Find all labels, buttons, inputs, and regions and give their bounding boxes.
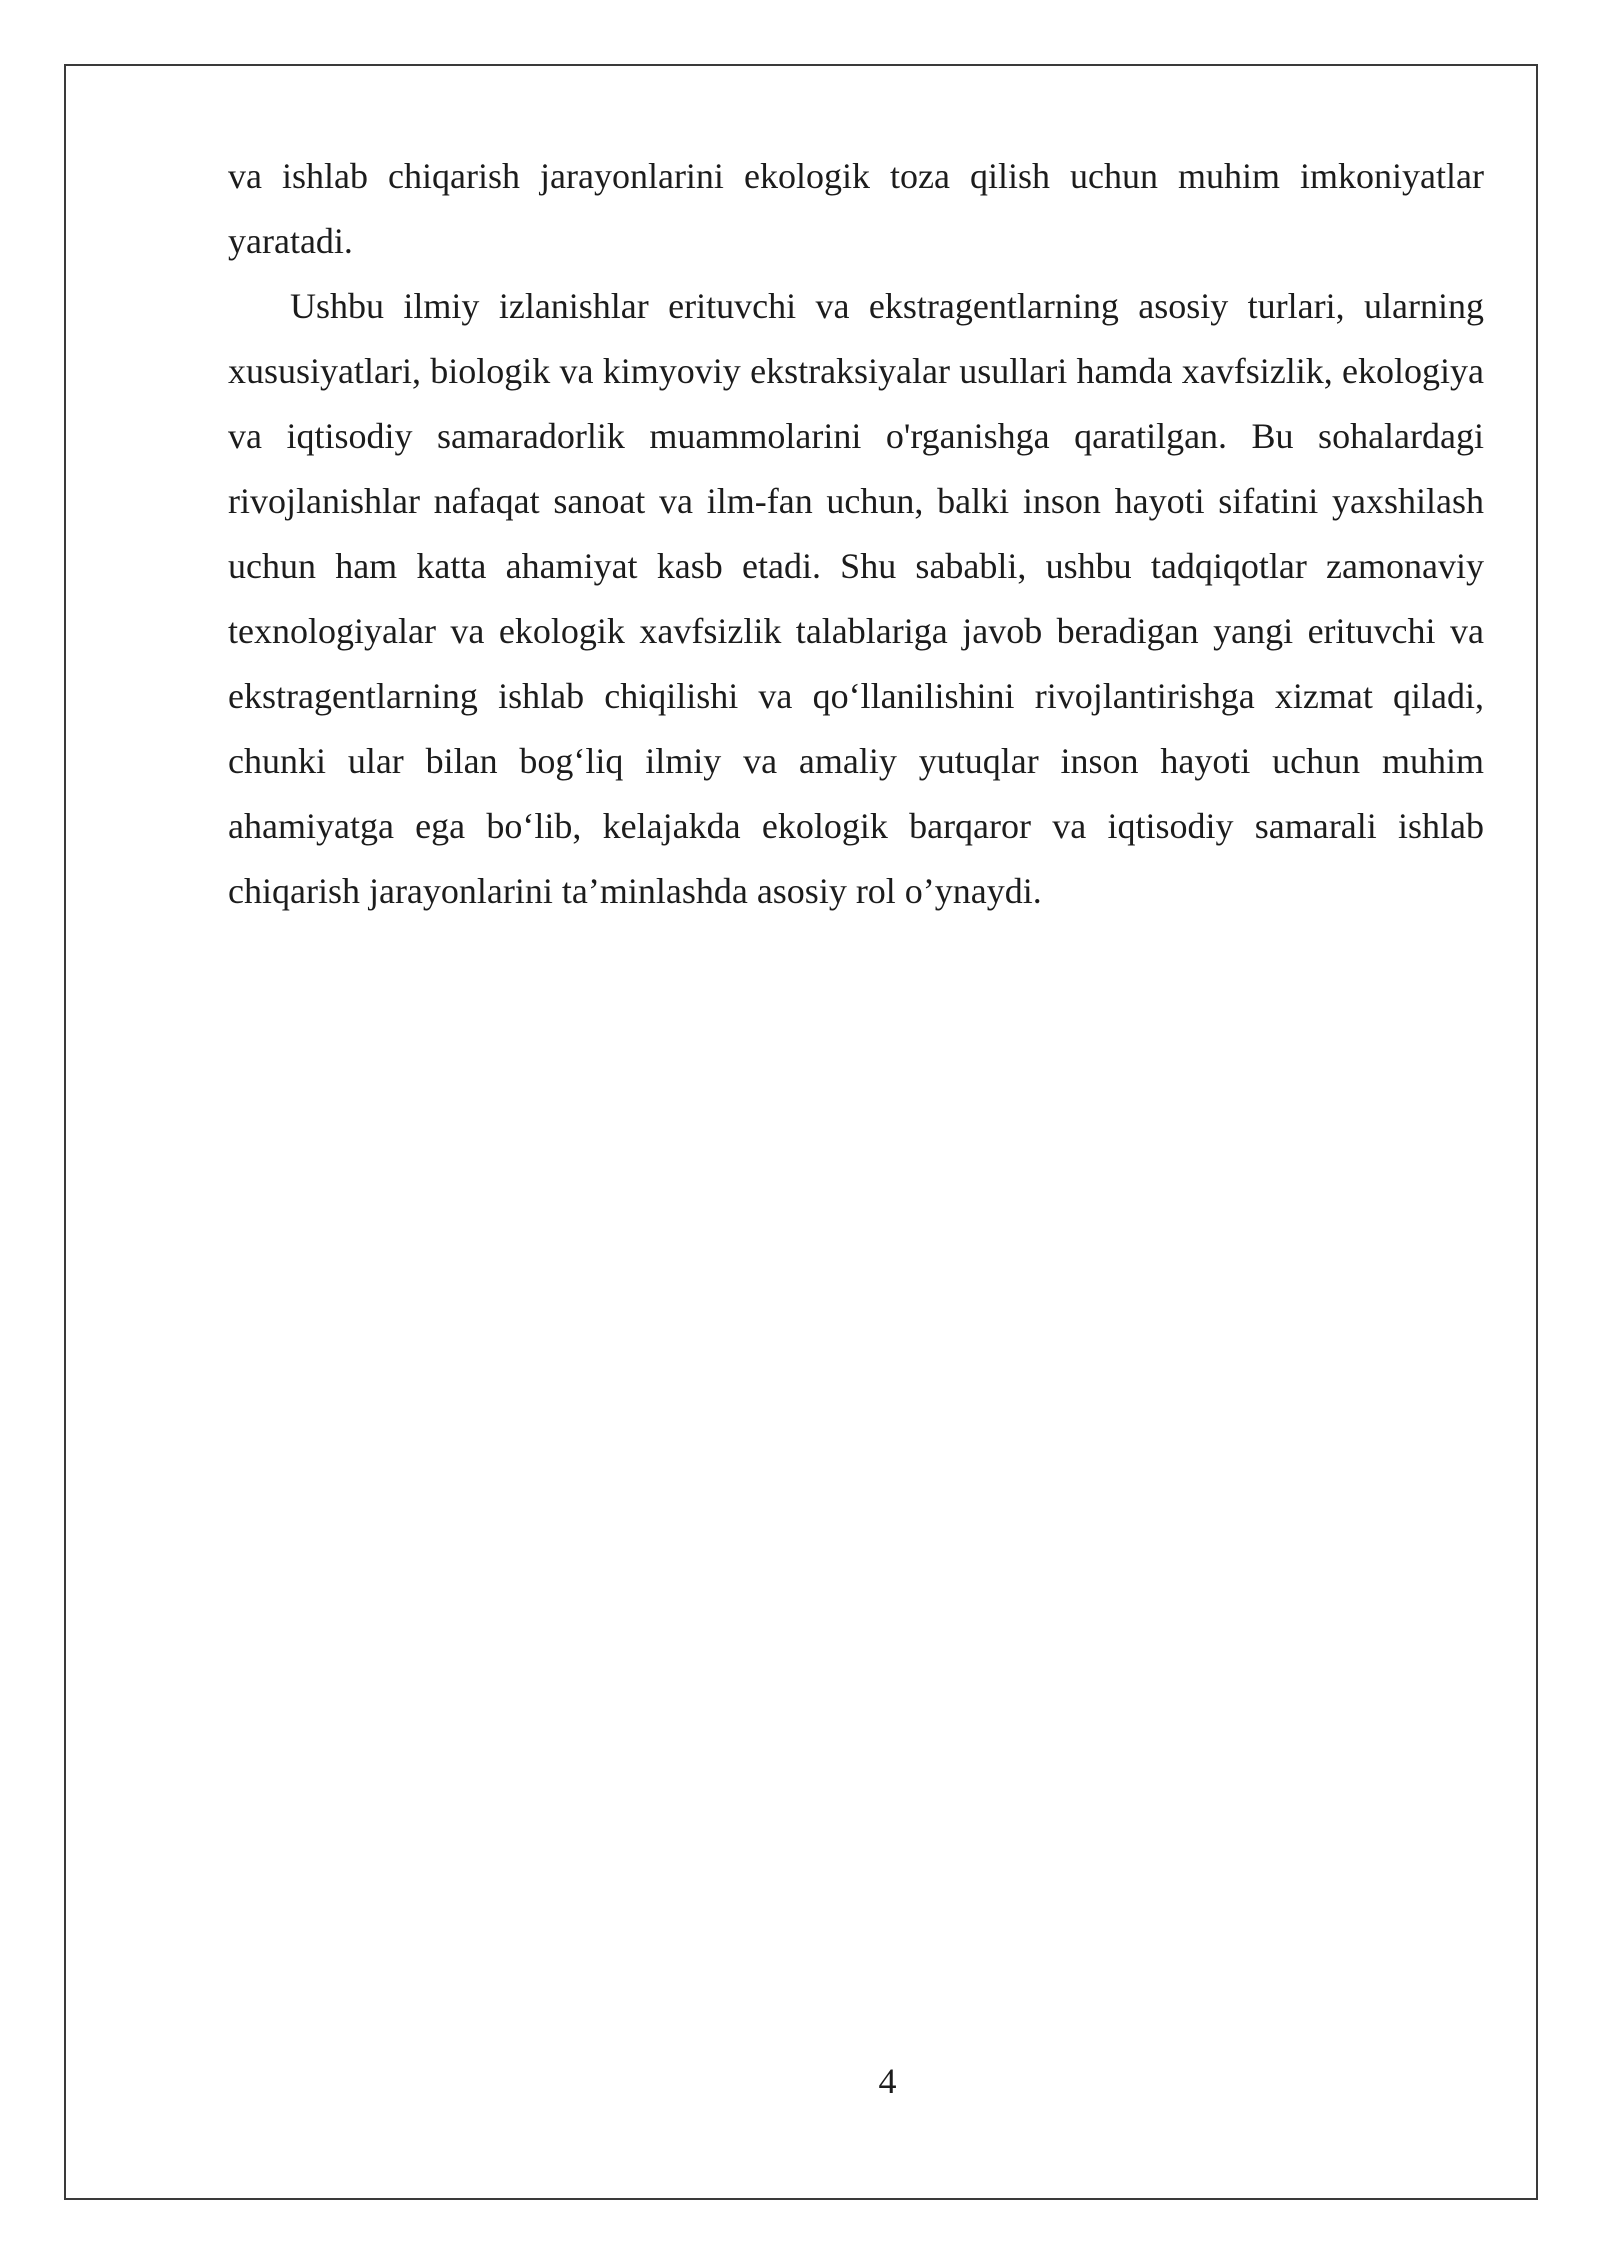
page-number: 4 [878,2061,897,2101]
document-body [228,144,1484,924]
paragraph-main: Ushbu ilmiy izlanishlar erituvchi va ekstragentlarning asosiy turlari, ularning xususiyatlari, biologik va kimyoviy ekstraksiyalar usullari hamda xavfsizlik, ekologiya va iqtisodiy samaradorlik muammolarini o'rganishga qaratilgan. Bu sohalardagi rivojlanishlar nafaqat sanoat va ilm-fan uchun, balki inson hayoti sifatini yaxshilash uchun ham katta ahamiyat kasb etadi. Shu sababli, ushbu tadqiqotlar zamonaviy texnologiyalar va ekologik xavfsizlik talablariga javob beradigan yangi erituvchi va ekstragentlarning ishlab chiqilishi va qo‘llanilishini rivojlantirishga xizmat qiladi, chunki ular bilan bog‘liq ilmiy va amaliy yutuqlar inson hayoti uchun muhim ahamiyatga ega bo‘lib, kelajakda ekologik barqaror va iqtisodiy samarali ishlab chiqarish jarayonlarini ta’minlashda asosiy rol o’ynaydi. [228,286,1484,911]
paragraph-continuation: va ishlab chiqarish jarayonlarini ekologik toza qilish uchun muhim imkoniyatlar yaratadi. [228,156,1484,261]
